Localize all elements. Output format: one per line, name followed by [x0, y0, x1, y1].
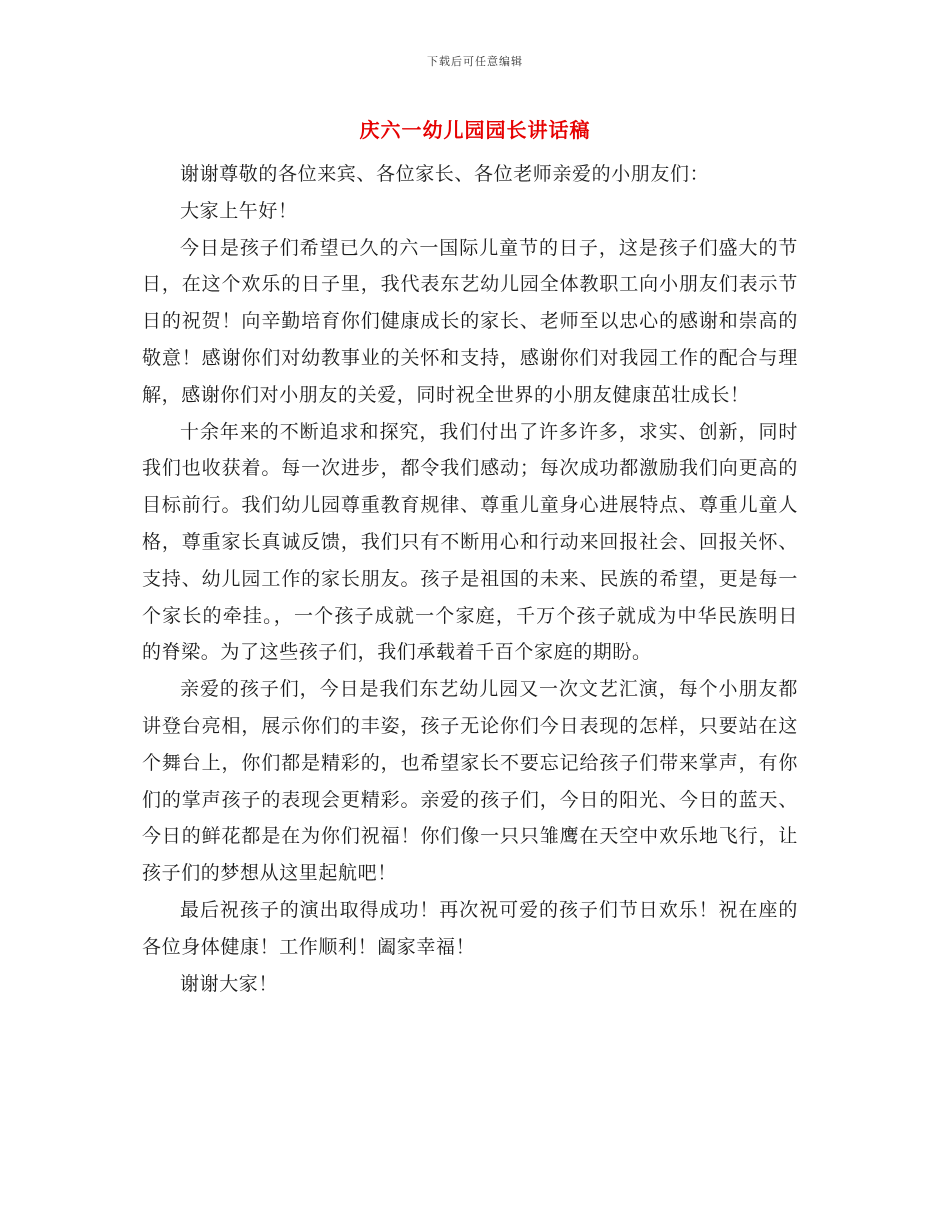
- paragraph-performance: 亲爱的孩子们，今日是我们东艺幼儿园又一次文艺汇演，每个小朋友都讲登台亮相，展示你们的丰姿，孩子无论你们今日表现的怎样，只要站在这个舞台上，你们都是精彩的，也希望家长不要忘记给孩子们带来掌声，有你们的掌声孩子的表现会更精彩。亲爱的孩子们，今日的阳光、今日的蓝天、今日的鲜花都是在为你们祝福！你们像一只只雏鹰在天空中欢乐地飞行，让孩子们的梦想从这里起航吧！: [142, 678, 798, 885]
- document-body: [142, 156, 798, 1002]
- document-title: 庆六一幼儿园园长讲话稿: [359, 118, 591, 142]
- paragraph-thanks: 谢谢大家！: [180, 972, 279, 995]
- paragraph-kindergarten-history: 十余年来的不断追求和探究，我们付出了许多许多，求实、创新，同时我们也收获着。每一次进步，都令我们感动；每次成功都激励我们向更高的目标前行。我们幼儿园尊重教育规律、尊重儿童身心进展特点、尊重儿童人格，尊重家长真诚反馈，我们只有不断用心和行动来回报社会、回报关怀、支持、幼儿园工作的家长朋友。孩子是祖国的未来、民族的希望，更是每一个家长的牵挂。，一个孩子成就一个家庭，千万个孩子就成为中华民族明日的脊梁。为了这些孩子们，我们承载着千百个家庭的期盼。: [142, 420, 798, 664]
- paragraph-good-morning: 大家上午好！: [180, 199, 298, 222]
- paragraph-greeting: 谢谢尊敬的各位来宾、各位家长、各位老师亲爱的小朋友们：: [180, 163, 710, 185]
- paragraph-childrens-day: 今日是孩子们希望已久的六一国际儿童节的日子，这是孩子们盛大的节日，在这个欢乐的日子里，我代表东艺幼儿园全体教职工向小朋友们表示节日的祝贺！向辛勤培育你们健康成长的家长、老师至以忠心的感谢和崇高的敬意！感谢你们对幼教事业的关怀和支持，感谢你们对我园工作的配合与理解，感谢你们对小朋友的关爱，同时祝全世界的小朋友健康茁壮成长！: [142, 236, 798, 406]
- header-note: 下载后可任意编辑: [427, 55, 523, 68]
- paragraph-closing-wishes: 最后祝孩子的演出取得成功！再次祝可爱的孩子们节日欢乐！祝在座的各位身体健康！工作顺利！阖家幸福！: [142, 898, 798, 958]
